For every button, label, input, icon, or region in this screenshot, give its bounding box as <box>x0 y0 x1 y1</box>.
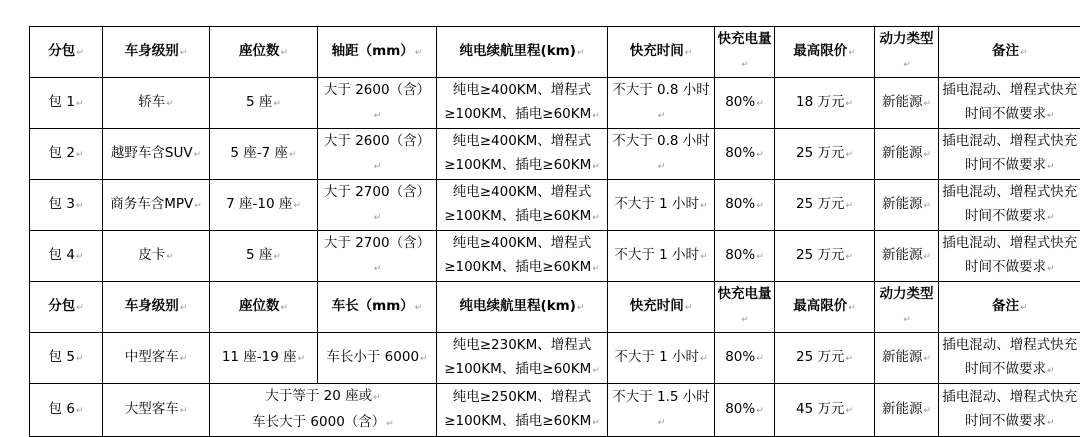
notes-cell: 插电混动、增程式快充时间不做要求↵ <box>939 333 1080 384</box>
body-class-cell: 越野车含SUV↵ <box>103 129 210 180</box>
power-type-cell: 新能源↵ <box>875 129 939 180</box>
package-cell: 包 4↵ <box>30 231 103 282</box>
header-cell: 车身级别↵ <box>103 282 210 333</box>
header-cell: 最高限价↵ <box>775 282 875 333</box>
charge-level-cell: 80%↵ <box>715 333 775 384</box>
wheelbase-cell: 大于 2700（含）↵ <box>318 231 437 282</box>
table-row <box>30 180 1080 231</box>
price-cap-cell: 18 万元↵ <box>775 78 875 129</box>
header-cell: 纯电续航里程(km)↵ <box>437 27 608 78</box>
header-cell: 备注↵ <box>939 282 1080 333</box>
header-cell: 分包↵ <box>30 282 103 333</box>
charge-time-cell: 不大于 1 小时↵ <box>608 180 715 231</box>
body-class-cell: 大型客车↵ <box>103 384 210 437</box>
seats-cell: 5 座↵ <box>210 231 318 282</box>
power-type-cell: 新能源↵ <box>875 231 939 282</box>
notes-cell: 插电混动、增程式快充时间不做要求↵ <box>939 129 1080 180</box>
range-cell: 纯电≥400KM、增程式≥100KM、插电≥60KM↵ <box>437 180 608 231</box>
header-cell: 备注↵ <box>939 27 1080 78</box>
power-type-cell: 新能源↵ <box>875 180 939 231</box>
header-cell: 轴距（mm）↵ <box>318 27 437 78</box>
price-cap-cell: 45 万元↵ <box>775 384 875 437</box>
charge-level-cell: 80%↵ <box>715 129 775 180</box>
notes-cell: 插电混动、增程式快充时间不做要求↵ <box>939 180 1080 231</box>
charge-time-cell: 不大于 1.5 小时↵ <box>608 384 715 437</box>
wheelbase-cell: 大于 2700（含）↵ <box>318 180 437 231</box>
charge-time-cell: 不大于 1 小时↵ <box>608 231 715 282</box>
charge-time-cell: 不大于 0.8 小时↵ <box>608 129 715 180</box>
header-cell: 纯电续航里程(km)↵ <box>437 282 608 333</box>
header-cell: 快充时间↵ <box>608 27 715 78</box>
price-cap-cell: 25 万元↵ <box>775 180 875 231</box>
header-cell: 动力类型↵ <box>875 282 939 333</box>
body-class-cell: 商务车含MPV↵ <box>103 180 210 231</box>
charge-level-cell: 80%↵ <box>715 78 775 129</box>
power-type-cell: 新能源↵ <box>875 333 939 384</box>
charge-level-cell: 80%↵ <box>715 231 775 282</box>
header-cell: 动力类型↵ <box>875 27 939 78</box>
price-cap-cell: 25 万元↵ <box>775 129 875 180</box>
header-cell: 快充电量↵ <box>715 27 775 78</box>
seats-cell: 5 座-7 座↵ <box>210 129 318 180</box>
body-class-cell: 中型客车↵ <box>103 333 210 384</box>
price-cap-cell: 25 万元↵ <box>775 333 875 384</box>
header-cell: 快充时间↵ <box>608 282 715 333</box>
seats-cell: 7 座-10 座↵ <box>210 180 318 231</box>
table-row <box>30 78 1080 129</box>
power-type-cell: 新能源↵ <box>875 384 939 437</box>
range-cell: 纯电≥400KM、增程式≥100KM、插电≥60KM↵ <box>437 78 608 129</box>
range-cell: 纯电≥230KM、增程式≥100KM、插电≥60KM↵ <box>437 333 608 384</box>
notes-cell: 插电混动、增程式快充时间不做要求↵ <box>939 231 1080 282</box>
package-cell: 包 2↵ <box>30 129 103 180</box>
charge-level-cell: 80%↵ <box>715 384 775 437</box>
header-cell: 座位数↵ <box>210 282 318 333</box>
length-cell: 车长小于 6000↵ <box>318 333 437 384</box>
header-cell: 最高限价↵ <box>775 27 875 78</box>
seats-length-cell: 大于等于 20 座或↵ 车长大于 6000（含）↵ <box>210 384 437 437</box>
seats-cell: 5 座↵ <box>210 78 318 129</box>
table-row <box>30 231 1080 282</box>
package-cell: 包 5↵ <box>30 333 103 384</box>
table-header-row <box>30 282 1080 333</box>
package-cell: 包 1↵ <box>30 78 103 129</box>
table-row <box>30 333 1080 384</box>
wheelbase-cell: 大于 2600（含）↵ <box>318 78 437 129</box>
package-cell: 包 3↵ <box>30 180 103 231</box>
table-row <box>30 384 1080 437</box>
notes-cell: 插电混动、增程式快充时间不做要求↵ <box>939 384 1080 437</box>
header-cell: 座位数↵ <box>210 27 318 78</box>
range-cell: 纯电≥250KM、增程式≥100KM、插电≥60KM↵ <box>437 384 608 437</box>
charge-time-cell: 不大于 0.8 小时↵ <box>608 78 715 129</box>
wheelbase-cell: 大于 2600（含）↵ <box>318 129 437 180</box>
vehicle-spec-table <box>29 26 1080 437</box>
header-cell: 分包↵ <box>30 27 103 78</box>
charge-level-cell: 80%↵ <box>715 180 775 231</box>
header-cell: 车长（mm）↵ <box>318 282 437 333</box>
header-cell: 快充电量↵ <box>715 282 775 333</box>
body-class-cell: 轿车↵ <box>103 78 210 129</box>
charge-time-cell: 不大于 1 小时↵ <box>608 333 715 384</box>
range-cell: 纯电≥400KM、增程式≥100KM、插电≥60KM↵ <box>437 129 608 180</box>
notes-cell: 插电混动、增程式快充时间不做要求↵ <box>939 78 1080 129</box>
table-row <box>30 129 1080 180</box>
table-header-row <box>30 27 1080 78</box>
power-type-cell: 新能源↵ <box>875 78 939 129</box>
price-cap-cell: 25 万元↵ <box>775 231 875 282</box>
seats-cell: 11 座-19 座↵ <box>210 333 318 384</box>
package-cell: 包 6↵ <box>30 384 103 437</box>
range-cell: 纯电≥400KM、增程式≥100KM、插电≥60KM↵ <box>437 231 608 282</box>
header-cell: 车身级别↵ <box>103 27 210 78</box>
body-class-cell: 皮卡↵ <box>103 231 210 282</box>
